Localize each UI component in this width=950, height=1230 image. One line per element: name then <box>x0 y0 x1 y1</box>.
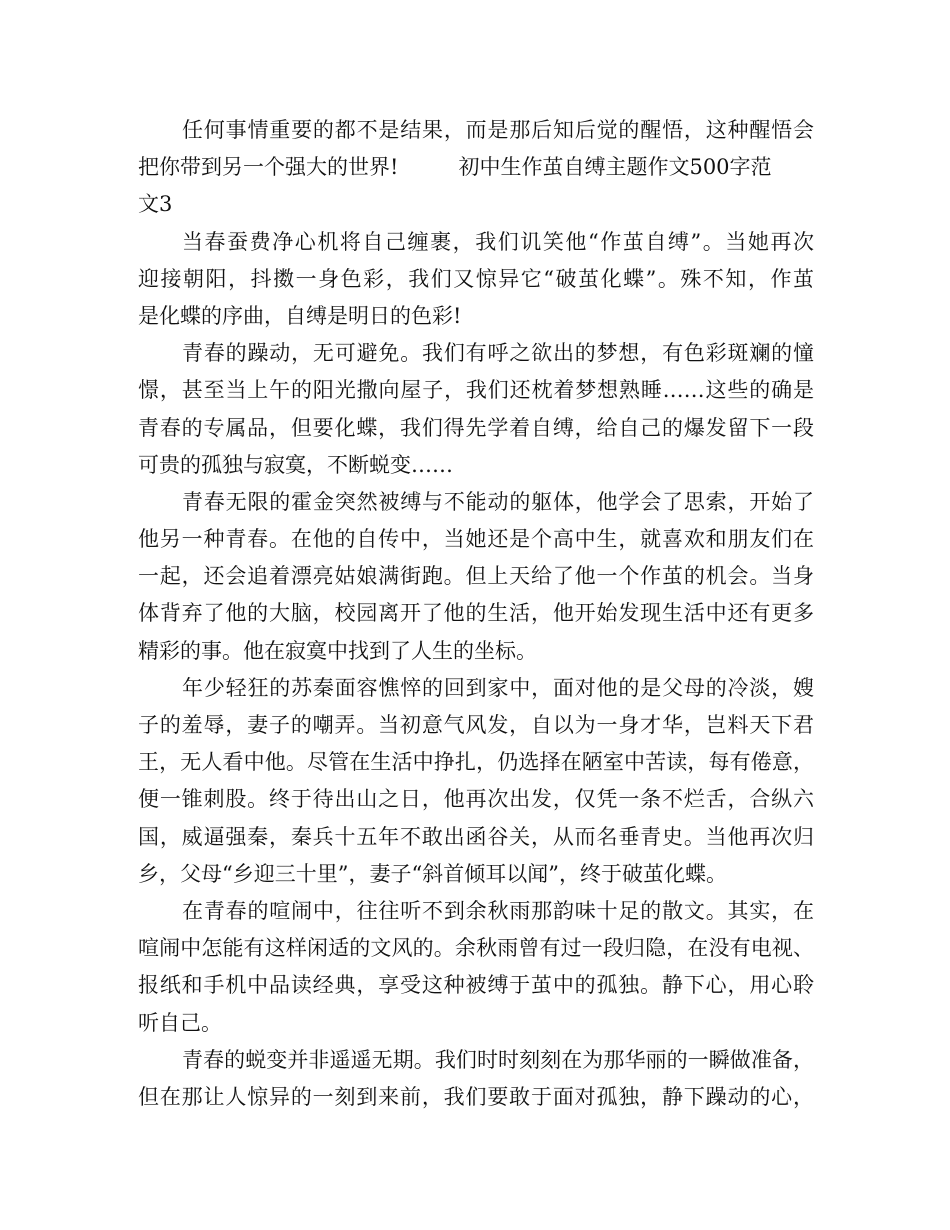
paragraph <box>138 670 814 893</box>
text-line: 当春蚕费净心机将自己缠裹，我们讥笑他“作茧自缚”。当她再次 <box>182 229 814 254</box>
inline-title: 初中生作茧自缚主题作文500字范 <box>458 155 772 180</box>
text-line: 年少轻狂的苏秦面容憔悴的回到家中，面对他的是父母的冷淡，嫂 <box>182 675 814 700</box>
text-line: 他另一种青春。在他的自传中，当她还是个高中生，就喜欢和朋友们在 <box>138 527 814 552</box>
text-line: 可贵的孤独与寂寞，不断蜕变…… <box>138 452 453 477</box>
text-line: 青春的专属品，但要化蝶，我们得先学着自缚，给自己的爆发留下一段 <box>138 415 814 440</box>
paragraph <box>138 484 814 670</box>
text-line: 青春的躁动，无可避免。我们有呼之欲出的梦想，有色彩斑斓的憧 <box>182 341 814 366</box>
text-line: 是化蝶的序曲，自缚是明日的色彩! <box>138 303 462 328</box>
text-line: 文3 <box>138 192 173 217</box>
text-line: 王，无人看中他。尽管在生活中挣扎，仍选择在陋室中苦读，每有倦意， <box>138 750 814 775</box>
text-line: 任何事情重要的都不是结果，而是那后知后觉的醒悟，这种醒悟会 <box>182 118 814 142</box>
text-line: 听自己。 <box>138 1010 222 1035</box>
paragraph <box>138 1042 814 1116</box>
text-line: 憬，甚至当上午的阳光撒向屋子，我们还枕着梦想熟睡……这些的确是 <box>138 378 814 403</box>
text-line: 一起，还会追着漂亮姑娘满街跑。但上天给了他一个作茧的机会。当身 <box>138 564 814 589</box>
text-line: 精彩的事。他在寂寞中找到了人生的坐标。 <box>138 638 537 663</box>
text-line: 迎接朝阳，抖擞一身色彩，我们又惊异它“破茧化蝶”。殊不知，作茧 <box>138 266 814 291</box>
text-line: 青春无限的霍金突然被缚与不能动的躯体，他学会了思索，开始了 <box>182 489 814 514</box>
text-line: 报纸和手机中品读经典，享受这种被缚于茧中的孤独。静下心，用心聆 <box>138 973 814 998</box>
text-line: 喧闹中怎能有这样闲适的文风的。余秋雨曾有过一段归隐，在没有电视、 <box>138 936 814 961</box>
text-line: 国，威逼强秦，秦兵十五年不敢出函谷关，从而名垂青史。当他再次归 <box>138 824 814 849</box>
paragraph <box>138 224 814 336</box>
document-body <box>138 112 814 1116</box>
paragraph <box>138 335 814 484</box>
paragraph <box>138 893 814 1042</box>
text-line: 体背弃了他的大脑，校园离开了他的生活，他开始发现生活中还有更多 <box>138 601 814 626</box>
text-line: 乡，父母“乡迎三十里”，妻子“斜首倾耳以闻”，终于破茧化蝶。 <box>138 861 727 886</box>
text-span: 把你带到另一个强大的世界! <box>138 155 399 180</box>
text-line: 在青春的喧闹中，往往听不到余秋雨那韵味十足的散文。其实，在 <box>182 898 814 923</box>
text-line <box>138 149 814 186</box>
paragraph <box>138 112 814 224</box>
text-line: 便一锥刺股。终于待出山之日，他再次出发，仅凭一条不烂舌，合纵六 <box>138 787 814 812</box>
text-line: 青春的蜕变并非遥遥无期。我们时时刻刻在为那华丽的一瞬做准备， <box>182 1047 814 1072</box>
text-line: 子的羞辱，妻子的嘲弄。当初意气风发，自以为一身才华，岂料天下君 <box>138 713 814 737</box>
text-line: 但在那让人惊异的一刻到来前，我们要敢于面对孤独，静下躁动的心， <box>138 1084 814 1109</box>
